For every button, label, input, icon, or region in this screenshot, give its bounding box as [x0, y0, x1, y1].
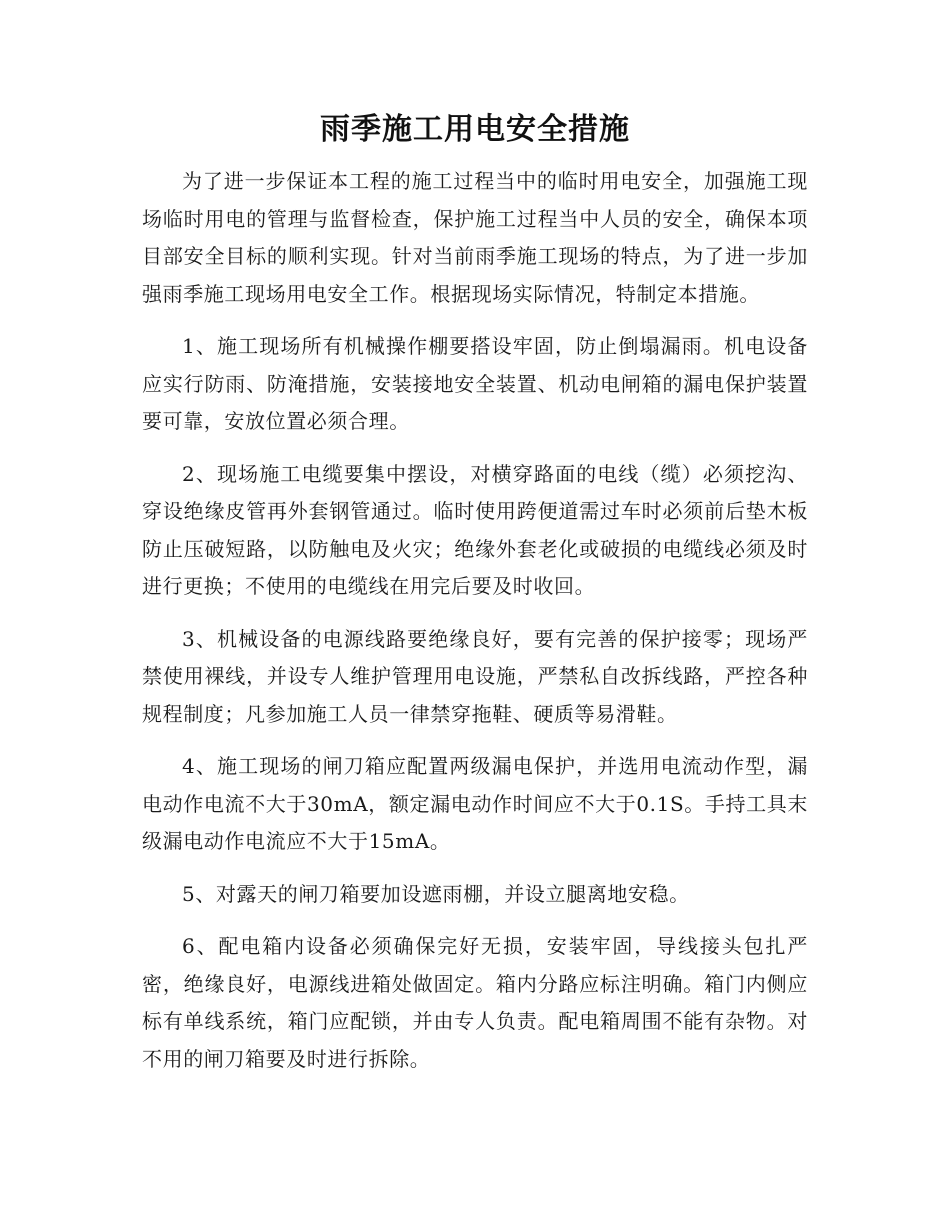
document-body — [142, 163, 808, 1093]
measure-paragraph-5: 5、对露天的闸刀箱要加设遮雨棚，并设立腿离地安稳。 — [182, 881, 690, 906]
measure-paragraph-1: 1、施工现场所有机械操作棚要搭设牢固，防止倒塌漏雨。机电设备应实行防雨、防淹措施，安装接地安全装置、机动电闸箱的漏电保护装置要可靠，安放位置必须合理。 — [142, 334, 808, 433]
measure-paragraph-3: 3、机械设备的电源线路要绝缘良好，要有完善的保护接零；现场严禁使用裸线，并设专人维护管理用电设施，严禁私自改拆线路，严控各种规程制度；凡参加施工人员一律禁穿拖鞋、硬质等易滑鞋。 — [142, 626, 808, 726]
measure-paragraph-2: 2、现场施工电缆要集中摆设，对横穿路面的电线（缆）必须挖沟、穿设绝缘皮管再外套钢管通过。临时使用跨便道需过车时必须前后垫木板防止压破短路，以防触电及火灾；绝缘外套老化或破损的电缆线必须及时进行更换；不使用的电缆线在用完后要及时收回。 — [142, 461, 808, 598]
measure-paragraph-6: 6、配电箱内设备必须确保完好无损，安装牢固，导线接头包扎严密，绝缘良好，电源线进箱处做固定。箱内分路应标注明确。箱门内侧应标有单线系统，箱门应配锁，并由专人负责。配电箱周围不能有杂物。对不用的闸刀箱要及时进行拆除。 — [142, 934, 808, 1071]
intro-paragraph: 为了进一步保证本工程的施工过程当中的临时用电安全，加强施工现场临时用电的管理与监督检查，保护施工过程当中人员的安全，确保本项目部安全目标的顺利实现。针对当前雨季施工现场的特点，为了进一步加强雨季施工现场用电安全工作。根据现场实际情况，特制定本措施。 — [142, 169, 808, 306]
measure-paragraph-4: 4、施工现场的闸刀箱应配置两级漏电保护，并选用电流动作型，漏电动作电流不大于30mA，额定漏电动作时间应不大于0.1S。手持工具末级漏电动作电流应不大于15mA。 — [142, 754, 808, 853]
document-title: 雨季施工用电安全措施 — [320, 112, 630, 147]
